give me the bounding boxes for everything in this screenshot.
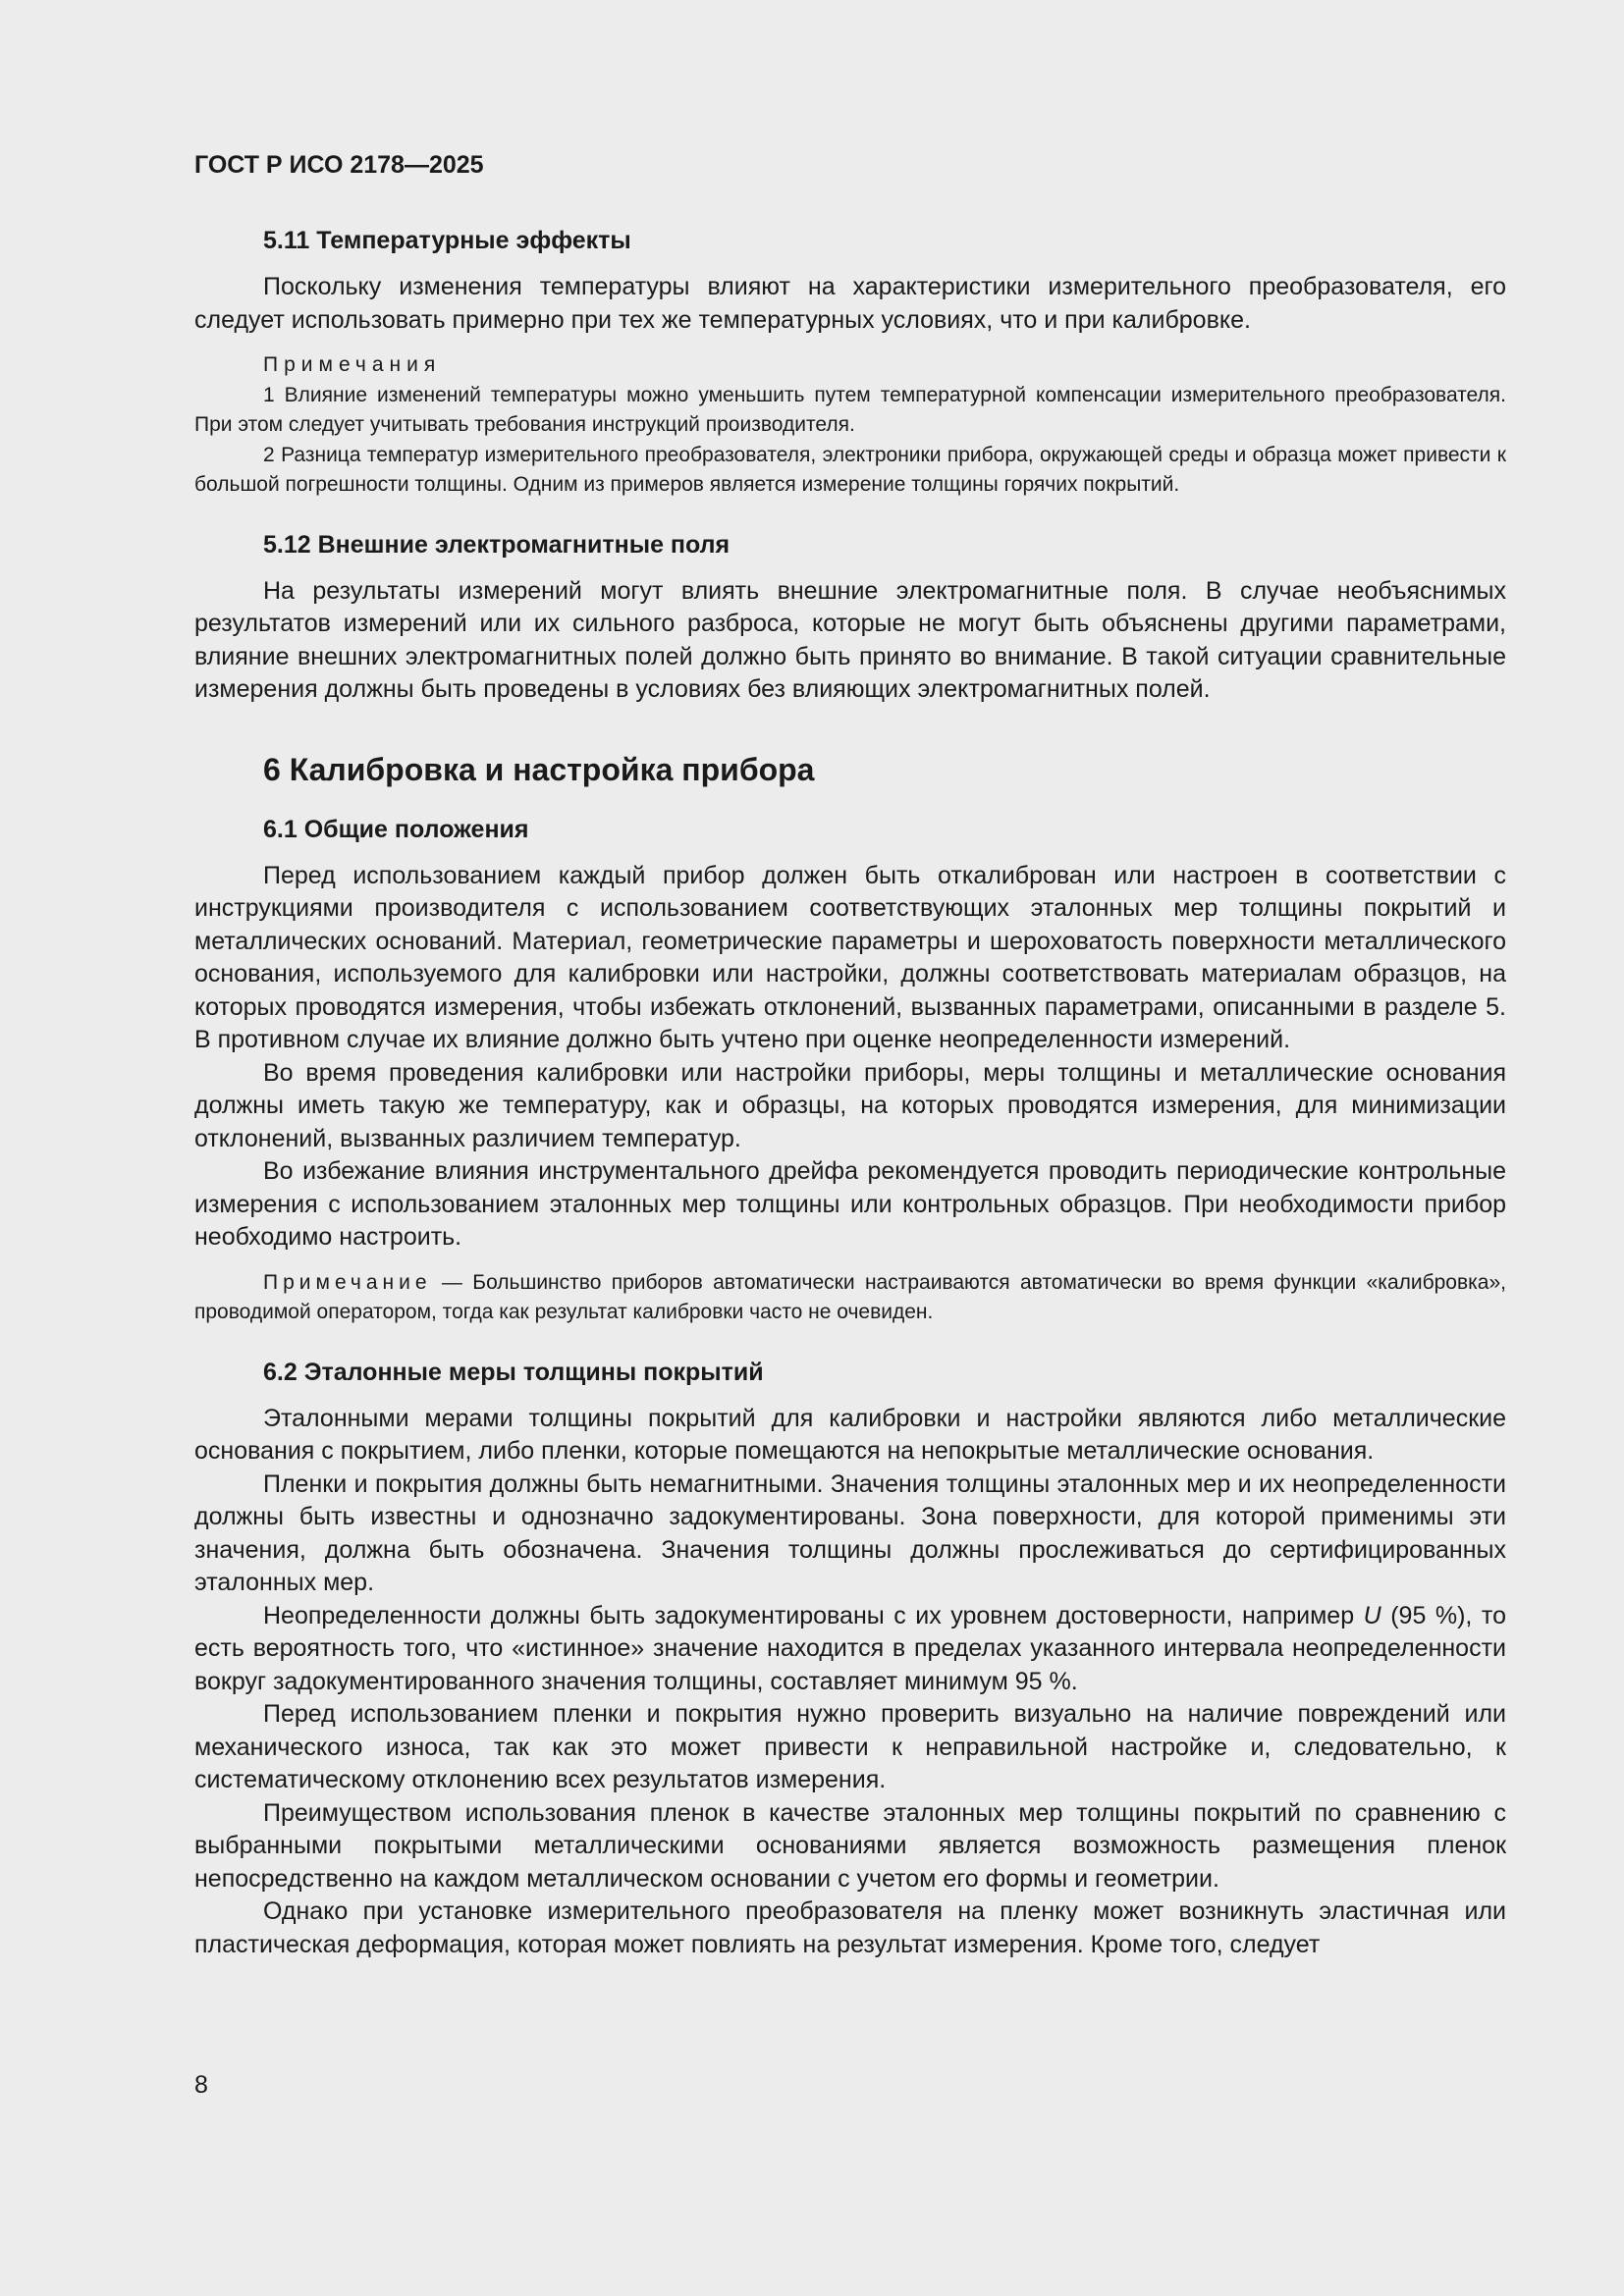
note-label: Примечание — [263, 1270, 432, 1294]
page-number: 8 — [194, 2071, 208, 2099]
paragraph: Перед использованием каждый прибор должен быть откалиброван или настроен в соответствии с инструкциями производителя с использованием соответствующих эталонных мер толщины покрытий и металлических оснований. Материал, геометрические параметры и шероховатость поверхности металлического основания, используемого для калибровки или настройки, должны соответствовать материалам образцов, на которых проводятся измерения, чтобы избежать отклонений, вызванных параметрами, описанными в разделе 5. В противном случае их влияние должно быть учтено при оценке неопределенности измерений. — [194, 861, 1506, 1053]
note-block — [194, 1268, 1506, 1328]
paragraph: На результаты измерений могут влиять внешние электромагнитные поля. В случае необъяснимых результатов измерений или их сильного разброса, которые не могут быть объяснены другими параметрами, влияние внешних электромагнитных полей должно быть принято во внимание. В такой ситуации сравнительные измерения должны быть проведены в условиях без влияющих электромагнитных полей. — [194, 576, 1506, 703]
paragraph: Эталонными мерами толщины покрытий для калибровки и настройки являются либо металлические основания с покрытием, либо пленки, которые помещаются на непокрытые металлические основания. — [194, 1404, 1506, 1465]
paragraph: Пленки и покрытия должны быть немагнитными. Значения толщины эталонных мер и их неопределенности должны быть известны и однозначно задокументированы. Зона поверхности, для которой применимы эти значения, должна быть обозначена. Значения толщины должны прослеживаться до сертифицированных эталонных мер. — [194, 1469, 1506, 1596]
section-5-11 — [194, 224, 1506, 501]
paragraph: Преимуществом использования пленок в качестве эталонных мер толщины покрытий по сравнению с выбранными покрытыми металлическими основаниями является возможность размещения пленок непосредственно на каждом металлическом основании с учетом его формы и геометрии. — [194, 1798, 1506, 1893]
paragraph: Перед использованием пленки и покрытия нужно проверить визуально на наличие повреждений или механического износа, так как это может привести к неправильной настройке и, следовательно, к систематическому отклонению всех результатов измерения. — [194, 1700, 1506, 1793]
text-run: Неопределенности должны быть задокументированы с их уровнем достоверности, например — [263, 1601, 1364, 1629]
note-text: — Большинство приборов автоматически настраиваются автоматически во время функции «калибровка», проводимой оператором, тогда как результат калибровки часто не очевиден. — [194, 1270, 1506, 1323]
note-item — [194, 1268, 1506, 1328]
section-heading: 6.1 Общие положения — [263, 815, 529, 843]
paragraph: Во время проведения калибровки или настройки приборы, меры толщины и металлические основания должны иметь такую же температуру, как и образцы, на которых проводятся измерения, для минимизации отклонений, вызванных различием температур. — [194, 1058, 1506, 1152]
section-6-2 — [194, 1356, 1506, 1962]
symbol-u: U — [1363, 1601, 1381, 1629]
note-item: 2 Разница температур измерительного преобразователя, электроники прибора, окружающей среды и образца может привести к большой погрешности толщины. Одним из примеров является измерение толщины горячих покрытий. — [194, 443, 1506, 496]
paragraph: Поскольку изменения температуры влияют на характеристики измерительного преобразователя, его следует использовать примерно при тех же температурных условиях, что и при калибровке. — [194, 273, 1506, 334]
section-5-12 — [194, 528, 1506, 707]
section-heading: 5.11 Температурные эффекты — [263, 227, 631, 254]
page-content — [194, 147, 1506, 1961]
document-header: ГОСТ Р ИСО 2178—2025 — [194, 151, 484, 179]
notes-block — [194, 350, 1506, 501]
section-heading: 6.2 Эталонные меры толщины покрытий — [263, 1358, 764, 1386]
paragraph: Во избежание влияния инструментального дрейфа рекомендуется проводить периодические контрольные измерения с использованием эталонных мер толщины или контрольных образцов. При необходимости прибор необходимо настроить. — [194, 1157, 1506, 1251]
chapter-heading: 6 Калибровка и настройка прибора — [263, 751, 815, 787]
section-heading: 5.12 Внешние электромагнитные поля — [263, 530, 731, 559]
paragraph — [194, 1600, 1506, 1699]
paragraph: Однако при установке измерительного преобразователя на пленку может возникнуть эластичная или пластическая деформация, которая может повлиять на результат измерения. Кроме того, следует — [194, 1897, 1506, 1958]
notes-title: Примечания — [263, 353, 442, 376]
note-item: 1 Влияние изменений температуры можно уменьшить путем температурной компенсации измерительного преобразователя. При этом следует учитывать требования инструкций производителя. — [194, 383, 1506, 436]
text-run: (95 %), то есть вероятность того, что «истинное» значение находится в пределах указанного интервала неопределенности вокруг задокументированного значения толщины, составляет минимум 95 %. — [194, 1601, 1506, 1695]
section-6-1 — [194, 813, 1506, 1328]
